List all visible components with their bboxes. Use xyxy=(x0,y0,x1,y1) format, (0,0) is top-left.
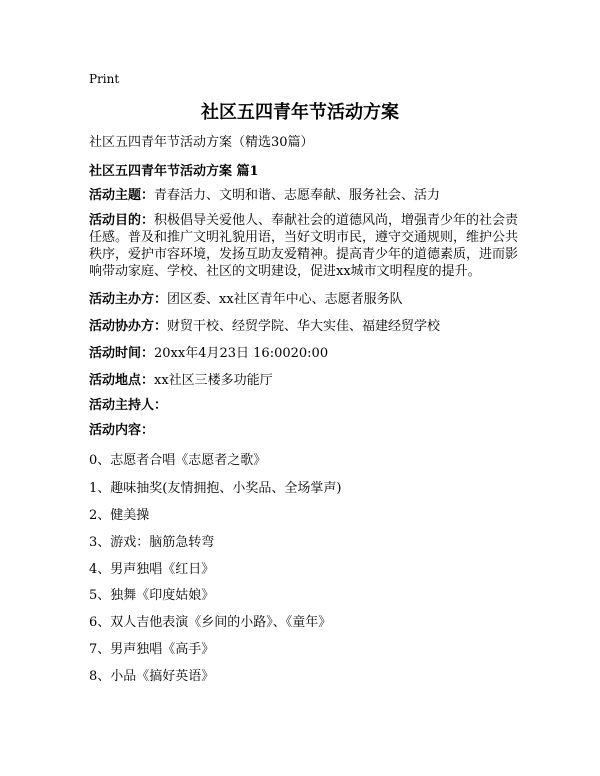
list-item: 6、双人吉他表演《乡间的小路》、《童年》 xyxy=(89,615,332,630)
list-item: 1、趣味抽奖(友情拥抱、小奖品、全场掌声) xyxy=(89,481,342,496)
field-host xyxy=(89,397,519,414)
list-item: 5、独舞《印度姑娘》 xyxy=(89,588,215,603)
list-item: 4、男声独唱《红日》 xyxy=(89,562,215,577)
field-location xyxy=(89,372,519,389)
list-item: 7、男声独唱《高手》 xyxy=(89,642,215,657)
section-heading: 社区五四青年节活动方案 篇1 xyxy=(89,164,259,179)
field-value: 积极倡导关爱他人、奉献社会的道德风尚，增强青少年的社会责任感。普及和推广文明礼貌用语，当好文明市民，遵守交通规则，维护公共秩序，爱护市容环境，发扬互助友爱精神。提高青少年的道德素质，进而影响带动家庭、学校、社区的文明建设，促进xx城市文明程度的提升。 xyxy=(89,213,519,279)
page-title: 社区五四青年节活动方案 xyxy=(201,102,399,123)
field-content xyxy=(89,422,519,439)
field-label: 活动时间： xyxy=(89,346,155,361)
field-time xyxy=(89,345,519,362)
field-label: 活动地点： xyxy=(89,373,155,388)
field-value: 20xx年4月23日 16:0020:00 xyxy=(154,346,329,361)
field-label: 活动目的： xyxy=(89,213,155,228)
list-item: 0、志愿者合唱《志愿者之歌》 xyxy=(89,453,267,468)
field-theme xyxy=(89,187,519,204)
field-label: 活动主持人： xyxy=(89,398,168,413)
list-item: 3、游戏：脑筋急转弯 xyxy=(89,535,215,550)
field-label: 活动协办方： xyxy=(89,319,168,334)
field-value: xx社区三楼多功能厅 xyxy=(154,373,273,388)
list-item: 8、小品《搞好英语》 xyxy=(89,669,215,684)
field-value: 团区委、xx社区青年中心、志愿者服务队 xyxy=(167,292,403,307)
field-co-organizer xyxy=(89,318,519,335)
field-label: 活动主办方： xyxy=(89,292,168,307)
field-purpose xyxy=(89,212,519,280)
field-label: 活动内容： xyxy=(89,423,155,438)
field-value: 青春活力、文明和谐、志愿奉献、服务社会、活力 xyxy=(154,188,441,203)
field-label: 活动主题： xyxy=(89,188,155,203)
print-label[interactable]: Print xyxy=(89,72,120,86)
field-organizer xyxy=(89,291,519,308)
field-value: 财贸干校、经贸学院、华大实佳、福建经贸学校 xyxy=(167,319,441,334)
list-item: 2、健美操 xyxy=(89,508,150,523)
subtitle: 社区五四青年节活动方案（精选30篇） xyxy=(89,135,314,150)
